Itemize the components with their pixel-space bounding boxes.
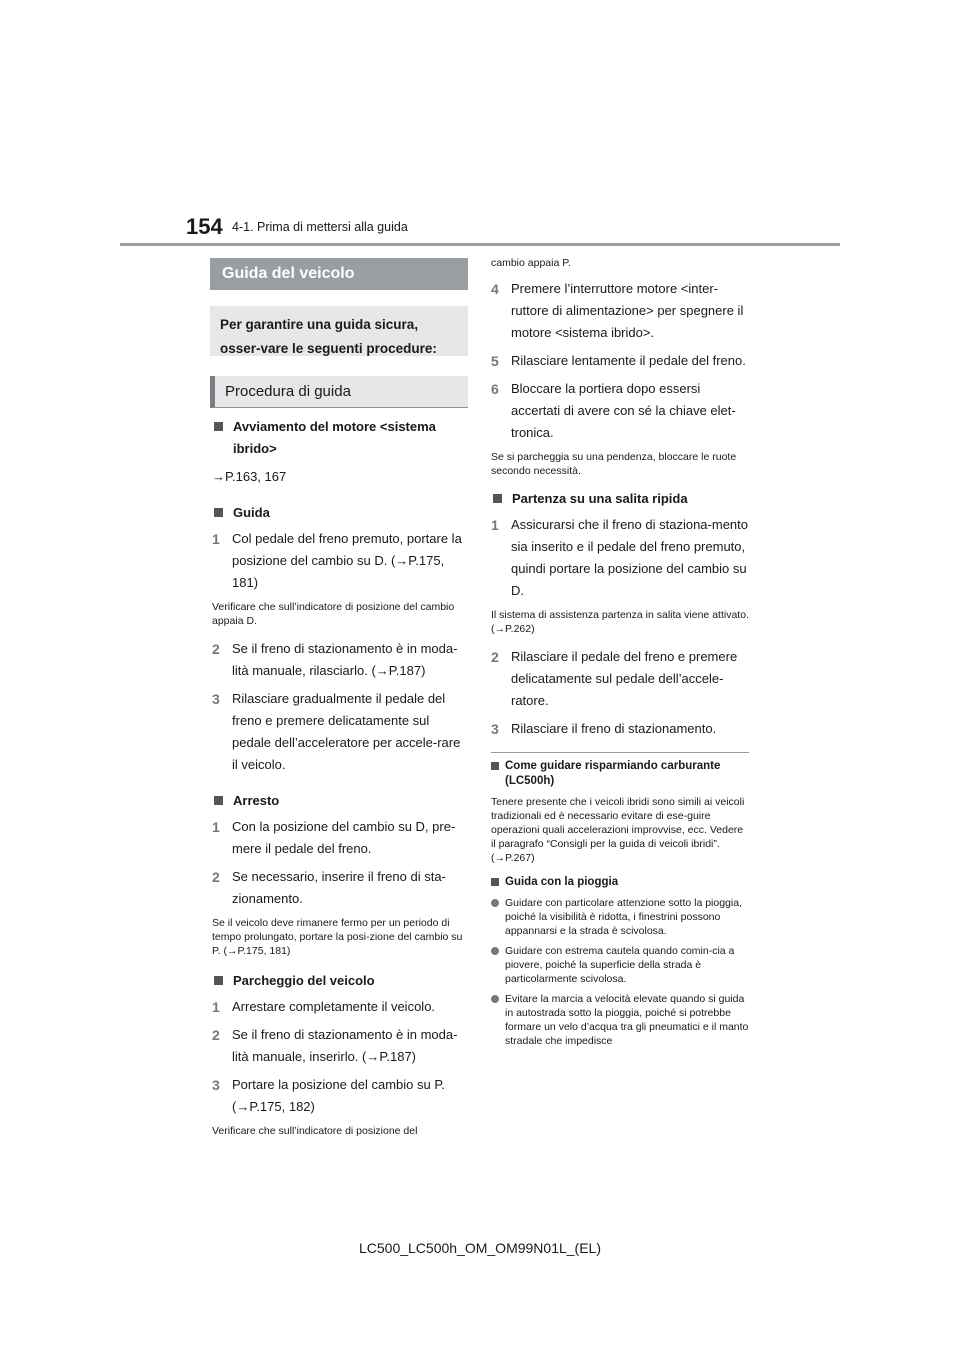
note: Se il veicolo deve rimanere fermo per un periodo di tempo prolungato, portare la posi-zione del cambio su P. (→P.175, 181) bbox=[212, 917, 463, 957]
tip-text: Tenere presente che i veicoli ibridi sono simili ai veicoli tradizionali ed è necessario evitare di ese-guire operazioni quali accelerazioni improvvise, ecc. Vedere il paragrafo “Consigli per la guida di veicoli ibridi”. (→P.267) bbox=[491, 796, 745, 864]
heading-text: Parcheggio del veicolo bbox=[233, 973, 375, 988]
step-text: Col pedale del freno premuto, portare la posizione del cambio su D. (→P.175, 181) bbox=[232, 531, 462, 590]
step-number: 6 bbox=[491, 381, 499, 397]
square-bullet-icon bbox=[214, 976, 223, 985]
step-text: Con la posizione del cambio su D, pre-mere il pedale del freno. bbox=[232, 819, 456, 856]
heading-text: Guida bbox=[233, 505, 270, 520]
step-text: Se necessario, inserire il freno di sta-zionamento. bbox=[232, 869, 446, 906]
step-number: 1 bbox=[212, 531, 220, 547]
tip-heading-text: Come guidare risparmiando carburante (LC500h) bbox=[505, 760, 721, 787]
note: Se si parcheggia su una pendenza, bloccare le ruote secondo necessità. bbox=[491, 451, 737, 477]
left-column bbox=[212, 416, 468, 1148]
note: cambio appaia P. bbox=[491, 257, 571, 269]
step-number: 3 bbox=[491, 721, 499, 737]
heading-text: Avviamento del motore <sistema ibrido> bbox=[233, 419, 436, 456]
step-number: 2 bbox=[212, 1027, 220, 1043]
step-number: 2 bbox=[212, 641, 220, 657]
step bbox=[212, 816, 468, 860]
step-text: Se il freno di stazionamento è in moda-lità manuale, rilasciarlo. (→P.187) bbox=[232, 641, 458, 678]
tip-heading bbox=[491, 759, 749, 789]
step-text: Portare la posizione del cambio su P. (→P.175, 182) bbox=[232, 1077, 445, 1114]
step-text: Rilasciare lentamente il pedale del freno. bbox=[511, 353, 746, 368]
heading-salita bbox=[491, 488, 749, 510]
bullet-text: Evitare la marcia a velocità elevate quando si guida in autostrada sotto la pioggia, poiché si potrebbe formare un velo d’acqua tra gli pneumatici e il manto stradale che impedisce bbox=[505, 993, 749, 1047]
intro-box: Per garantire una guida sicura, osser-vare le seguenti procedure: bbox=[210, 306, 468, 356]
step-number: 3 bbox=[212, 1077, 220, 1093]
bullet-dot-icon bbox=[491, 899, 499, 907]
right-column bbox=[491, 256, 749, 1048]
step bbox=[212, 528, 468, 594]
step-text: Assicurarsi che il freno di staziona-mento sia inserito e il pedale del freno premuto, quindi portare la posizione del cambio su D. bbox=[511, 517, 748, 598]
square-bullet-icon bbox=[214, 422, 223, 431]
step bbox=[491, 350, 749, 372]
step-text: Se il freno di stazionamento è in moda-lità manuale, inserirlo. (→P.187) bbox=[232, 1027, 458, 1064]
step bbox=[212, 638, 468, 682]
heading-arresto bbox=[212, 790, 468, 812]
step-number: 5 bbox=[491, 353, 499, 369]
heading-parcheggio bbox=[212, 970, 468, 992]
heading-text: Partenza su una salita ripida bbox=[512, 491, 688, 506]
step-number: 4 bbox=[491, 281, 499, 297]
list-item bbox=[491, 992, 749, 1048]
tips-divider bbox=[491, 752, 749, 753]
bullet-dot-icon bbox=[491, 995, 499, 1003]
heading-text: Arresto bbox=[233, 793, 280, 808]
bullet-text: Guidare con estrema cautela quando comin-cia a piovere, poiché la superficie della strada è particolarmente scivolosa. bbox=[505, 945, 735, 985]
step bbox=[212, 996, 468, 1018]
step-number: 1 bbox=[212, 819, 220, 835]
note: Il sistema di assistenza partenza in salita viene attivato. (→P.262) bbox=[491, 609, 749, 635]
step-number: 1 bbox=[212, 999, 220, 1015]
section-title: 4-1. Prima di mettersi alla guida bbox=[232, 220, 408, 234]
step bbox=[491, 646, 749, 712]
page-reference: →P.163, 167 bbox=[212, 469, 287, 484]
footer-code: LC500_LC500h_OM_OM99N01L_(EL) bbox=[358, 1240, 602, 1256]
note: Verificare che sull’indicatore di posizione del bbox=[212, 1125, 418, 1137]
step-text: Premere l’interruttore motore <inter-ruttore di alimentazione> per spegnere il motore <sistema ibrido>. bbox=[511, 281, 744, 340]
header-rule bbox=[120, 243, 840, 246]
bullet-text: Guidare con particolare attenzione sotto la pioggia, poiché la visibilità è ridotta, i finestrini possono appannarsi e la strada è scivolosa. bbox=[505, 897, 742, 937]
step bbox=[491, 278, 749, 344]
step-number: 1 bbox=[491, 517, 499, 533]
tip-heading-text: Guida con la pioggia bbox=[505, 876, 619, 888]
note: Verificare che sull’indicatore di posizione del cambio appaia D. bbox=[212, 601, 455, 627]
square-bullet-icon bbox=[493, 494, 502, 503]
tip-heading bbox=[491, 875, 749, 890]
step-number: 2 bbox=[212, 869, 220, 885]
step bbox=[212, 688, 468, 776]
step-number: 3 bbox=[212, 691, 220, 707]
list-item bbox=[491, 944, 749, 986]
heading-guida bbox=[212, 502, 468, 524]
step bbox=[212, 1024, 468, 1068]
step-text: Rilasciare gradualmente il pedale del freno e premere delicatamente sul pedale dell’acceleratore per accele-rare il veicolo. bbox=[232, 691, 461, 772]
bullet-dot-icon bbox=[491, 947, 499, 955]
step-text: Rilasciare il pedale del freno e premere delicatamente sul pedale dell’accele-ratore. bbox=[511, 649, 738, 708]
square-bullet-icon bbox=[491, 762, 499, 770]
step-text: Rilasciare il freno di stazionamento. bbox=[511, 721, 717, 736]
square-bullet-icon bbox=[214, 508, 223, 517]
step-text: Bloccare la portiera dopo essersi accertati di avere con sé la chiave elet-tronica. bbox=[511, 381, 736, 440]
step bbox=[491, 718, 749, 740]
heading-avviamento bbox=[212, 416, 468, 460]
list-item bbox=[491, 896, 749, 938]
step-text: Arrestare completamente il veicolo. bbox=[232, 999, 436, 1014]
step bbox=[491, 514, 749, 602]
square-bullet-icon bbox=[491, 878, 499, 886]
step bbox=[212, 866, 468, 910]
sub-banner: Procedura di guida bbox=[210, 376, 468, 408]
page-number: 154 bbox=[186, 214, 223, 239]
main-banner: Guida del veicolo bbox=[210, 258, 468, 290]
step-number: 2 bbox=[491, 649, 499, 665]
step bbox=[491, 378, 749, 444]
square-bullet-icon bbox=[214, 796, 223, 805]
step bbox=[212, 1074, 468, 1118]
